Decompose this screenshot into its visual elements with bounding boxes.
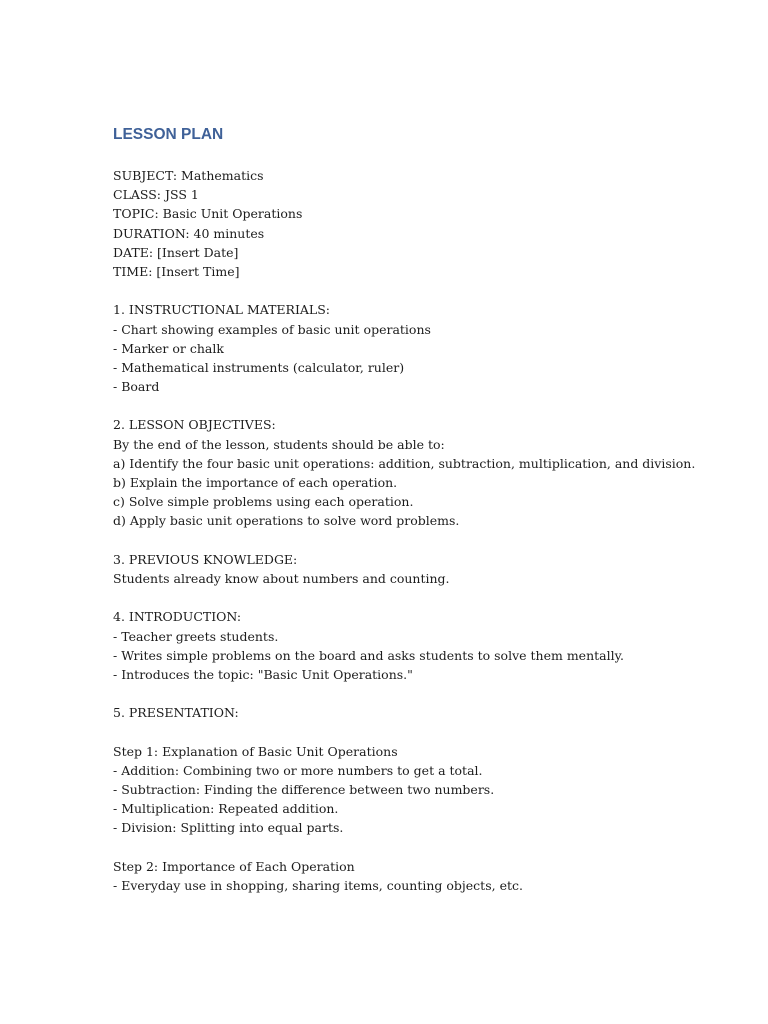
document-title: LESSON PLAN bbox=[113, 126, 224, 143]
date-line: DATE: [Insert Date] bbox=[113, 244, 239, 260]
introduction-section bbox=[113, 607, 733, 684]
section-intro: By the end of the lesson, students should be able to: bbox=[113, 436, 445, 452]
list-item: - Multiplication: Repeated addition. bbox=[113, 801, 339, 817]
presentation-section bbox=[113, 703, 733, 895]
section-heading: 3. PREVIOUS KNOWLEDGE: bbox=[113, 551, 298, 567]
list-item: - Subtraction: Finding the difference between two numbers. bbox=[113, 782, 495, 797]
materials-section bbox=[113, 300, 733, 396]
list-item: a) Identify the four basic unit operations: addition, subtraction, multiplication, and division. bbox=[113, 455, 696, 471]
topic-line: TOPIC: Basic Unit Operations bbox=[113, 206, 303, 222]
section-heading: 2. LESSON OBJECTIVES: bbox=[113, 417, 276, 433]
list-item: - Marker or chalk bbox=[113, 340, 224, 356]
list-item: b) Explain the importance of each operation. bbox=[113, 475, 398, 490]
header-info bbox=[113, 166, 733, 281]
list-item: - Addition: Combining two or more numbers to get a total. bbox=[113, 762, 483, 778]
spacer bbox=[113, 588, 733, 607]
list-item: - Board bbox=[113, 379, 160, 395]
list-item: d) Apply basic unit operations to solve word problems. bbox=[113, 513, 460, 529]
spacer bbox=[113, 396, 733, 415]
lesson-plan-document bbox=[113, 124, 733, 895]
list-item: - Teacher greets students. bbox=[113, 628, 279, 644]
spacer bbox=[113, 838, 733, 857]
step-heading: Step 2: Importance of Each Operation bbox=[113, 858, 355, 874]
time-line: TIME: [Insert Time] bbox=[113, 263, 240, 279]
list-item: - Mathematical instruments (calculator, ruler) bbox=[113, 359, 405, 375]
spacer bbox=[113, 281, 733, 300]
section-text: Students already know about numbers and counting. bbox=[113, 570, 450, 586]
step-1 bbox=[113, 742, 733, 838]
list-item: c) Solve simple problems using each operation. bbox=[113, 494, 414, 510]
spacer bbox=[113, 684, 733, 703]
duration-line: DURATION: 40 minutes bbox=[113, 225, 265, 241]
list-item: - Everyday use in shopping, sharing items, counting objects, etc. bbox=[113, 877, 523, 893]
class-line: CLASS: JSS 1 bbox=[113, 187, 199, 203]
step-heading: Step 1: Explanation of Basic Unit Operations bbox=[113, 743, 398, 759]
list-item: - Introduces the topic: "Basic Unit Operations." bbox=[113, 666, 413, 682]
objectives-section bbox=[113, 415, 733, 530]
list-item: - Division: Splitting into equal parts. bbox=[113, 820, 344, 836]
subject-line: SUBJECT: Mathematics bbox=[113, 168, 264, 183]
section-heading: 4. INTRODUCTION: bbox=[113, 609, 242, 625]
spacer bbox=[113, 531, 733, 550]
section-heading: 1. INSTRUCTIONAL MATERIALS: bbox=[113, 302, 331, 318]
list-item: - Chart showing examples of basic unit operations bbox=[113, 321, 431, 337]
section-heading: 5. PRESENTATION: bbox=[113, 705, 239, 721]
previous-knowledge-section bbox=[113, 550, 733, 588]
step-2 bbox=[113, 857, 733, 895]
list-item: - Writes simple problems on the board and asks students to solve them mentally. bbox=[113, 647, 624, 663]
spacer bbox=[113, 722, 733, 741]
